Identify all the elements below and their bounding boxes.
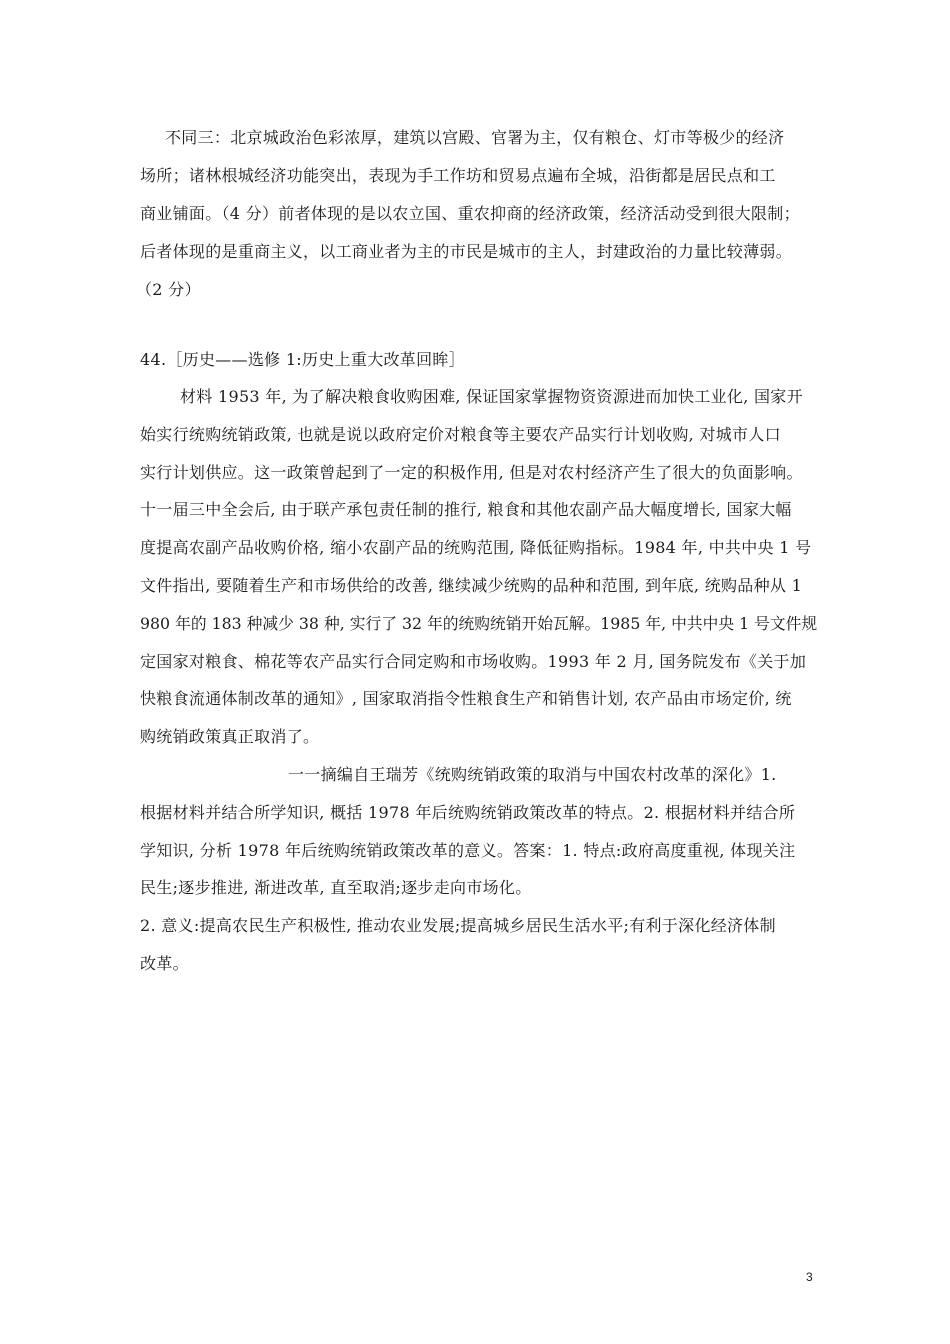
text-line: 快粮食流通体制改革的通知》, 国家取消指令性粮食生产和销售计划, 农产品由市场定价, 统 [140,689,792,708]
text-line: 购统销政策真正取消了。 [140,727,320,746]
text-line: 后者体现的是重商主义，以工商业者为主的市民是城市的主人，封建政治的力量比较薄弱。 [140,242,793,261]
text-line: 文件指出, 要随着生产和市场供给的改善, 继续减少统购的品种和范围, 到年底, 统购品种从 1 [140,576,803,595]
page-number: 3 [806,1270,813,1284]
text-line: 学知识, 分析 1978 年后统购统销政策改革的意义。答案：1. 特点:政府高度重视, 体现关注 [140,841,796,860]
text-line: 民生;逐步推进, 渐进改革, 直至取消;逐步走向市场化。 [140,878,532,897]
question-heading: 44.［历史——选修 1:历史上重大改革回眸］ [140,350,466,369]
text-line: 商业铺面。（4 分）前者体现的是以农立国、重农抑商的经济政策，经济活动受到很大限制； [140,204,800,223]
text-line: 材料 1953 年, 为了解决粮食收购困难, 保证国家掌握物资资源进而加快工业化, 国家开 [180,387,803,406]
text-line: 根据材料并结合所学知识, 概括 1978 年后统购统销政策改革的特点。2. 根据材料并结合所 [140,803,796,822]
text-line: 十一届三中全会后, 由于联产承包责任制的推行, 粮食和其他农副产品大幅度增长, 国家大幅 [140,500,792,519]
text-line: 度提高农副产品收购价格, 缩小农副产品的统购范围, 降低征购指标。1984 年, 中共中央 1 号 [140,538,812,557]
text-line: 实行计划供应。这一政策曾起到了一定的积极作用, 但是对农村经济产生了很大的负面影响。 [140,463,803,482]
text-line: （2 分） [136,280,201,299]
text-line: 一一摘编自王瑞芳《统购统销政策的取消与中国农村改革的深化》1. [288,765,777,784]
text-line: 始实行统购统销政策, 也就是说以政府定价对粮食等主要农产品实行计划收购, 对城市人口 [140,425,781,444]
text-line: 2. 意义:提高农民生产积极性, 推动农业发展;提高城乡居民生活水平;有利于深化经济体制 [140,916,776,935]
text-line: 不同三：北京城政治色彩浓厚，建筑以宫殿、官署为主，仅有粮仓、灯市等极少的经济 [165,128,785,147]
text-line: 场所；诸林根城经济功能突出，表现为手工作坊和贸易点遍布全城，沿街都是居民点和工 [140,166,776,185]
text-line: 定国家对粮食、棉花等农产品实行合同定购和市场收购。1993 年 2 月, 国务院发布《关于加 [140,652,807,671]
text-line: 980 年的 183 种减少 38 种, 实行了 32 年的统购统销开始瓦解。1985 年, 中共中央 1 号文件规 [140,614,818,633]
text-line: 改革。 [140,954,189,973]
